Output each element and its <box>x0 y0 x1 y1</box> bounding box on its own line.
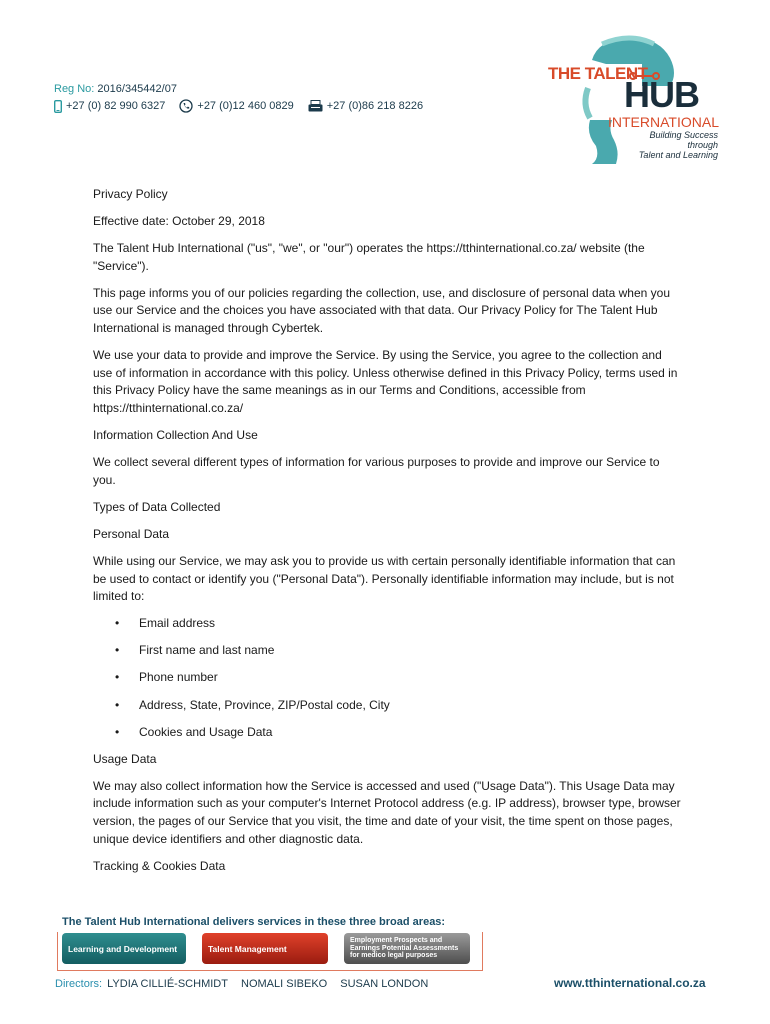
bullet-icon: • <box>115 616 120 631</box>
services-heading: The Talent Hub International delivers services in these three broad areas: <box>62 916 446 928</box>
logo-tagline: Building Success through Talent and Learning <box>638 130 718 160</box>
paragraph: We collect several different types of information for various purposes to provide and improve our Service to you. <box>93 455 660 487</box>
bullet-icon: • <box>115 724 120 739</box>
telephone-number: +27 (0)12 460 0829 <box>179 99 293 113</box>
personal-data-list <box>93 615 683 741</box>
document-title: Privacy Policy <box>93 187 168 201</box>
bullet-icon: • <box>115 643 120 658</box>
list-item: • Phone number <box>93 669 683 687</box>
director-name: LYDIA CILLIÉ-SCHMIDT <box>107 978 228 990</box>
list-item: • Email address <box>93 615 683 633</box>
mobile-phone-icon <box>54 100 62 113</box>
directors-label: Directors: <box>55 978 103 990</box>
paragraph: While using our Service, we may ask you to provide us with certain personally identifiable information that can be used to contact or identify you ("Personal Data"). Personally identifiable information may include, but is not limited to: <box>93 554 676 604</box>
service-tab-learning: Learning and Development <box>62 933 186 964</box>
section-heading: Types of Data Collected <box>93 499 221 514</box>
logo-line-3: INTERNATIONAL <box>608 114 719 130</box>
paragraph: We may also collect information how the Service is accessed and used ("Usage Data"). This Usage Data may include information such as your computer's Internet Protocol address (e.g. IP address), browser type, browser version, the pages of our Service that you visit, the time and date of your visit, the time spent on those pages, unique device identifiers and other diagnostic data. <box>93 778 681 846</box>
paragraph: We use your data to provide and improve the Service. By using the Service, you agree to the collection and use of information in accordance with this policy. Unless otherwise defined in this Privacy Policy, terms used in this Privacy Policy have the same meanings as in our Terms and Conditions, accessible from https://tthinternational.co.za/ <box>93 348 678 415</box>
service-areas <box>57 932 483 972</box>
section-heading: Information Collection And Use <box>93 428 258 443</box>
paragraph: The Talent Hub International ("us", "we", or "our") operates the https://tthinternational.co.za/ website (the "Service"). <box>93 241 645 273</box>
registration-number <box>54 83 437 95</box>
section-heading: Tracking & Cookies Data <box>93 858 226 873</box>
reg-label: Reg No: <box>54 83 95 95</box>
director-name: SUSAN LONDON <box>340 978 429 990</box>
contact-block <box>54 83 437 113</box>
bullet-icon: • <box>115 697 120 712</box>
mobile-number: +27 (0) 82 990 6327 <box>54 100 165 113</box>
bullet-icon: • <box>115 670 120 685</box>
fax-number: +27 (0)86 218 8226 <box>308 100 423 112</box>
list-item: • First name and last name <box>93 642 683 660</box>
company-logo <box>546 34 746 166</box>
logo-line-2: HUB <box>624 74 699 115</box>
section-heading: Usage Data <box>93 751 157 766</box>
effective-date: Effective date: October 29, 2018 <box>93 214 265 229</box>
reg-value: 2016/345442/07 <box>97 83 177 95</box>
list-item: • Cookies and Usage Data <box>93 724 683 742</box>
directors-line <box>55 978 438 990</box>
director-name: NOMALI SIBEKO <box>241 978 328 990</box>
website-link[interactable]: www.tthinternational.co.za <box>554 976 706 990</box>
fax-icon <box>308 100 323 112</box>
section-heading: Personal Data <box>93 526 170 541</box>
service-tab-talent: Talent Management <box>202 933 328 964</box>
paragraph: This page informs you of our policies regarding the collection, use, and disclosure of personal data when you use our Service and the choices you have associated with that data. Our Privacy Policy for The Talent Hub International is managed through Cybertek. <box>93 285 671 336</box>
logo-line-1: THE TALENT <box>548 64 648 83</box>
list-item: • Address, State, Province, ZIP/Postal code, City <box>93 697 683 715</box>
service-tab-assessments: Employment Prospects and Earnings Potential Assessments for medico legal purposes <box>344 933 470 964</box>
telephone-icon <box>179 99 193 113</box>
privacy-policy-body <box>93 186 683 885</box>
